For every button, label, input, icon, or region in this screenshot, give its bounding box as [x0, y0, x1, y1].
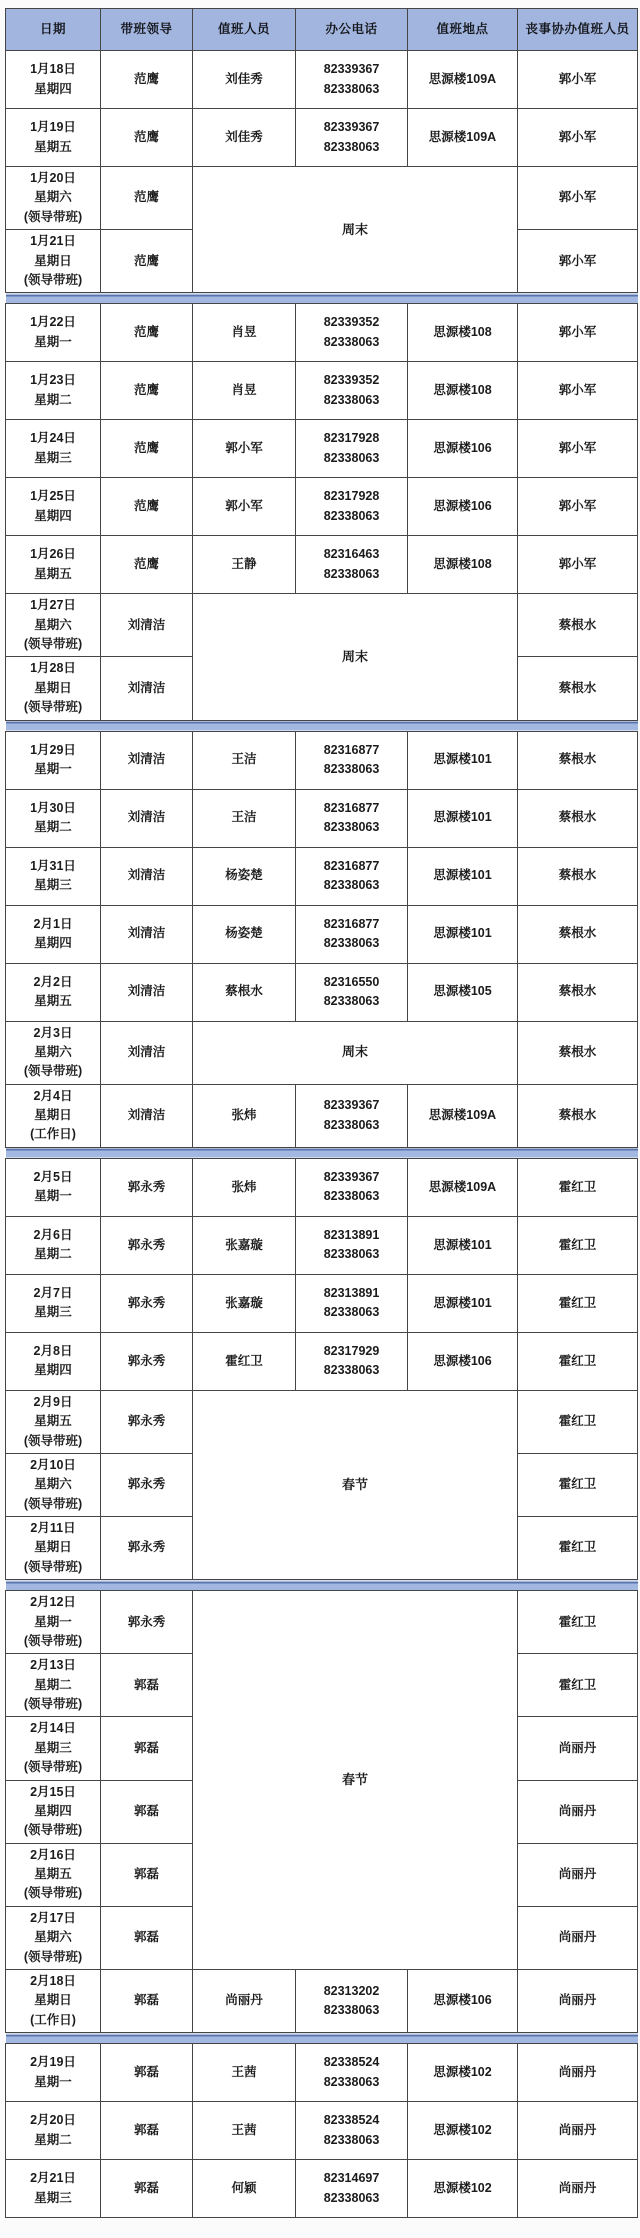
- leader-cell: 刘清洁: [101, 905, 193, 963]
- leader-cell: 郭永秀: [101, 1453, 193, 1516]
- table-row: [6, 847, 638, 905]
- date-cell: 2月6日 星期二: [6, 1216, 101, 1274]
- funeral-duty-cell: 尚丽丹: [518, 1843, 638, 1906]
- duty-location-cell: 思源楼101: [408, 1274, 518, 1332]
- funeral-duty-cell: 霍红卫: [518, 1654, 638, 1717]
- office-phone-cell: 82313891 82338063: [296, 1216, 408, 1274]
- duty-person-cell: 杨姿楚: [193, 847, 296, 905]
- holiday-cell: 周末: [193, 594, 518, 720]
- funeral-duty-cell: 蔡根水: [518, 731, 638, 789]
- leader-cell: 郭磊: [101, 1906, 193, 1969]
- date-cell: 2月3日 星期六 (领导带班): [6, 1021, 101, 1084]
- week-separator-row: [6, 720, 638, 731]
- date-cell: 2月7日 星期三: [6, 1274, 101, 1332]
- leader-cell: 范鹰: [101, 109, 193, 167]
- table-row: [6, 536, 638, 594]
- office-phone-cell: 82339367 82338063: [296, 51, 408, 109]
- table-row: [6, 594, 638, 657]
- date-cell: 1月29日 星期一: [6, 731, 101, 789]
- office-phone-cell: 82338524 82338063: [296, 2102, 408, 2160]
- office-phone-cell: 82314697 82338063: [296, 2160, 408, 2218]
- duty-person-cell: 王静: [193, 536, 296, 594]
- table-row: [6, 731, 638, 789]
- office-phone-cell: 82316550 82338063: [296, 963, 408, 1021]
- week-separator-band: [6, 2033, 638, 2044]
- leader-cell: 刘清洁: [101, 963, 193, 1021]
- duty-location-cell: 思源楼106: [408, 1332, 518, 1390]
- office-phone-cell: 82339352 82338063: [296, 304, 408, 362]
- table-row: [6, 420, 638, 478]
- table-header: [6, 9, 638, 51]
- leader-cell: 范鹰: [101, 478, 193, 536]
- duty-person-cell: 张炜: [193, 1084, 296, 1147]
- duty-location-cell: 思源楼108: [408, 536, 518, 594]
- duty-person-cell: 王茜: [193, 2044, 296, 2102]
- date-cell: 2月21日 星期三: [6, 2160, 101, 2218]
- holiday-cell: 春节: [193, 1390, 518, 1579]
- date-cell: 1月27日 星期六 (领导带班): [6, 594, 101, 657]
- funeral-duty-cell: 郭小军: [518, 536, 638, 594]
- leader-cell: 郭磊: [101, 2160, 193, 2218]
- leader-cell: 刘清洁: [101, 594, 193, 657]
- week-separator-row: [6, 2033, 638, 2044]
- funeral-duty-cell: 尚丽丹: [518, 2160, 638, 2218]
- duty-location-cell: 思源楼109A: [408, 109, 518, 167]
- leader-cell: 郭永秀: [101, 1158, 193, 1216]
- date-cell: 2月14日 星期三 (领导带班): [6, 1717, 101, 1780]
- office-phone-cell: 82316877 82338063: [296, 847, 408, 905]
- office-phone-cell: 82339367 82338063: [296, 1084, 408, 1147]
- leader-cell: 郭磊: [101, 2102, 193, 2160]
- table-row: [6, 2102, 638, 2160]
- table-row: [6, 1274, 638, 1332]
- funeral-duty-cell: 蔡根水: [518, 789, 638, 847]
- header-date: 日期: [6, 9, 101, 51]
- leader-cell: 郭磊: [101, 1969, 193, 2032]
- leader-cell: 郭磊: [101, 1717, 193, 1780]
- leader-cell: 范鹰: [101, 230, 193, 293]
- funeral-duty-cell: 尚丽丹: [518, 1969, 638, 2032]
- table-row: [6, 1591, 638, 1654]
- funeral-duty-cell: 霍红卫: [518, 1453, 638, 1516]
- leader-cell: 刘清洁: [101, 789, 193, 847]
- duty-person-cell: 霍红卫: [193, 1332, 296, 1390]
- date-cell: 1月24日 星期三: [6, 420, 101, 478]
- duty-schedule-table: [5, 8, 638, 2218]
- funeral-duty-cell: 尚丽丹: [518, 1717, 638, 1780]
- table-row: [6, 905, 638, 963]
- office-phone-cell: 82317929 82338063: [296, 1332, 408, 1390]
- leader-cell: 郭磊: [101, 1654, 193, 1717]
- date-cell: 1月25日 星期四: [6, 478, 101, 536]
- date-cell: 1月20日 星期六 (领导带班): [6, 167, 101, 230]
- funeral-duty-cell: 霍红卫: [518, 1158, 638, 1216]
- leader-cell: 郭永秀: [101, 1591, 193, 1654]
- table-row: [6, 1216, 638, 1274]
- funeral-duty-cell: 霍红卫: [518, 1216, 638, 1274]
- duty-location-cell: 思源楼101: [408, 789, 518, 847]
- leader-cell: 郭磊: [101, 1780, 193, 1843]
- date-cell: 2月12日 星期一 (领导带班): [6, 1591, 101, 1654]
- funeral-duty-cell: 蔡根水: [518, 1084, 638, 1147]
- duty-location-cell: 思源楼101: [408, 847, 518, 905]
- duty-person-cell: 蔡根水: [193, 963, 296, 1021]
- table-row: [6, 1390, 638, 1453]
- duty-location-cell: 思源楼108: [408, 362, 518, 420]
- week-separator-band: [6, 1147, 638, 1158]
- funeral-duty-cell: 郭小军: [518, 362, 638, 420]
- duty-person-cell: 王洁: [193, 789, 296, 847]
- date-cell: 2月8日 星期四: [6, 1332, 101, 1390]
- duty-location-cell: 思源楼101: [408, 1216, 518, 1274]
- funeral-duty-cell: 蔡根水: [518, 1021, 638, 1084]
- leader-cell: 范鹰: [101, 51, 193, 109]
- table-row: [6, 2044, 638, 2102]
- duty-person-cell: 尚丽丹: [193, 1969, 296, 2032]
- week-separator-band: [6, 293, 638, 304]
- duty-location-cell: 思源楼108: [408, 304, 518, 362]
- duty-location-cell: 思源楼109A: [408, 51, 518, 109]
- leader-cell: 郭磊: [101, 1843, 193, 1906]
- date-cell: 2月4日 星期日 (工作日): [6, 1084, 101, 1147]
- funeral-duty-cell: 蔡根水: [518, 905, 638, 963]
- duty-location-cell: 思源楼109A: [408, 1084, 518, 1147]
- date-cell: 1月21日 星期日 (领导带班): [6, 230, 101, 293]
- duty-location-cell: 思源楼106: [408, 478, 518, 536]
- date-cell: 2月16日 星期五 (领导带班): [6, 1843, 101, 1906]
- office-phone-cell: 82313891 82338063: [296, 1274, 408, 1332]
- office-phone-cell: 82339367 82338063: [296, 109, 408, 167]
- leader-cell: 刘清洁: [101, 1084, 193, 1147]
- leader-cell: 郭永秀: [101, 1216, 193, 1274]
- table-row: [6, 789, 638, 847]
- leader-cell: 范鹰: [101, 362, 193, 420]
- table-row: [6, 1021, 638, 1084]
- office-phone-cell: 82316877 82338063: [296, 731, 408, 789]
- date-cell: 2月20日 星期二: [6, 2102, 101, 2160]
- duty-location-cell: 思源楼101: [408, 731, 518, 789]
- holiday-cell: 春节: [193, 1591, 518, 1970]
- leader-cell: 刘清洁: [101, 731, 193, 789]
- leader-cell: 刘清洁: [101, 1021, 193, 1084]
- duty-location-cell: 思源楼105: [408, 963, 518, 1021]
- table-row: [6, 963, 638, 1021]
- duty-person-cell: 刘佳秀: [193, 51, 296, 109]
- office-phone-cell: 82317928 82338063: [296, 478, 408, 536]
- duty-person-cell: 郭小军: [193, 420, 296, 478]
- duty-person-cell: 郭小军: [193, 478, 296, 536]
- schedule-body: [6, 51, 638, 2218]
- date-cell: 1月30日 星期二: [6, 789, 101, 847]
- table-row: [6, 2160, 638, 2218]
- duty-location-cell: 思源楼102: [408, 2102, 518, 2160]
- office-phone-cell: 82339367 82338063: [296, 1158, 408, 1216]
- funeral-duty-cell: 尚丽丹: [518, 1906, 638, 1969]
- office-phone-cell: 82339352 82338063: [296, 362, 408, 420]
- week-separator-row: [6, 1580, 638, 1591]
- date-cell: 1月19日 星期五: [6, 109, 101, 167]
- date-cell: 2月18日 星期日 (工作日): [6, 1969, 101, 2032]
- leader-cell: 郭永秀: [101, 1332, 193, 1390]
- week-separator-row: [6, 1147, 638, 1158]
- duty-location-cell: 思源楼106: [408, 420, 518, 478]
- date-cell: 1月31日 星期三: [6, 847, 101, 905]
- date-cell: 2月11日 星期日 (领导带班): [6, 1517, 101, 1580]
- table-row: [6, 304, 638, 362]
- funeral-duty-cell: 郭小军: [518, 304, 638, 362]
- leader-cell: 范鹰: [101, 167, 193, 230]
- leader-cell: 郭永秀: [101, 1517, 193, 1580]
- duty-person-cell: 张嘉璇: [193, 1274, 296, 1332]
- table-row: [6, 362, 638, 420]
- funeral-duty-cell: 蔡根水: [518, 657, 638, 720]
- funeral-duty-cell: 蔡根水: [518, 963, 638, 1021]
- leader-cell: 郭永秀: [101, 1274, 193, 1332]
- date-cell: 2月9日 星期五 (领导带班): [6, 1390, 101, 1453]
- funeral-duty-cell: 霍红卫: [518, 1517, 638, 1580]
- date-cell: 2月15日 星期四 (领导带班): [6, 1780, 101, 1843]
- office-phone-cell: 82313202 82338063: [296, 1969, 408, 2032]
- duty-person-cell: 王洁: [193, 731, 296, 789]
- table-row: [6, 1332, 638, 1390]
- duty-person-cell: 张嘉璇: [193, 1216, 296, 1274]
- office-phone-cell: 82316877 82338063: [296, 789, 408, 847]
- date-cell: 2月13日 星期二 (领导带班): [6, 1654, 101, 1717]
- leader-cell: 范鹰: [101, 420, 193, 478]
- funeral-duty-cell: 霍红卫: [518, 1332, 638, 1390]
- week-separator-band: [6, 720, 638, 731]
- date-cell: 1月18日 星期四: [6, 51, 101, 109]
- date-cell: 1月26日 星期五: [6, 536, 101, 594]
- header-row: [6, 9, 638, 51]
- funeral-duty-cell: 郭小军: [518, 51, 638, 109]
- duty-location-cell: 思源楼101: [408, 905, 518, 963]
- week-separator-row: [6, 293, 638, 304]
- duty-person-cell: 张炜: [193, 1158, 296, 1216]
- duty-location-cell: 思源楼102: [408, 2160, 518, 2218]
- leader-cell: 范鹰: [101, 536, 193, 594]
- funeral-duty-cell: 霍红卫: [518, 1274, 638, 1332]
- office-phone-cell: 82316877 82338063: [296, 905, 408, 963]
- date-cell: 2月17日 星期六 (领导带班): [6, 1906, 101, 1969]
- holiday-cell: 周末: [193, 167, 518, 293]
- funeral-duty-cell: 郭小军: [518, 167, 638, 230]
- duty-location-cell: 思源楼106: [408, 1969, 518, 2032]
- table-row: [6, 1084, 638, 1147]
- office-phone-cell: 82316463 82338063: [296, 536, 408, 594]
- office-phone-cell: 82338524 82338063: [296, 2044, 408, 2102]
- holiday-cell: 周末: [193, 1021, 518, 1084]
- funeral-duty-cell: 蔡根水: [518, 847, 638, 905]
- header-duty-location: 值班地点: [408, 9, 518, 51]
- date-cell: 2月5日 星期一: [6, 1158, 101, 1216]
- duty-location-cell: 思源楼109A: [408, 1158, 518, 1216]
- table-row: [6, 478, 638, 536]
- funeral-duty-cell: 郭小军: [518, 109, 638, 167]
- duty-person-cell: 肖昱: [193, 362, 296, 420]
- table-row: [6, 1158, 638, 1216]
- header-funeral-duty: 丧事协办值班人员: [518, 9, 638, 51]
- date-cell: 2月1日 星期四: [6, 905, 101, 963]
- duty-person-cell: 杨姿楚: [193, 905, 296, 963]
- funeral-duty-cell: 郭小军: [518, 230, 638, 293]
- date-cell: 1月28日 星期日 (领导带班): [6, 657, 101, 720]
- leader-cell: 范鹰: [101, 304, 193, 362]
- duty-person-cell: 王茜: [193, 2102, 296, 2160]
- table-row: [6, 167, 638, 230]
- duty-person-cell: 刘佳秀: [193, 109, 296, 167]
- funeral-duty-cell: 尚丽丹: [518, 1780, 638, 1843]
- header-office-phone: 办公电话: [296, 9, 408, 51]
- funeral-duty-cell: 尚丽丹: [518, 2044, 638, 2102]
- funeral-duty-cell: 蔡根水: [518, 594, 638, 657]
- table-row: [6, 109, 638, 167]
- date-cell: 2月2日 星期五: [6, 963, 101, 1021]
- week-separator-band: [6, 1580, 638, 1591]
- funeral-duty-cell: 郭小军: [518, 478, 638, 536]
- leader-cell: 郭永秀: [101, 1390, 193, 1453]
- date-cell: 2月10日 星期六 (领导带班): [6, 1453, 101, 1516]
- funeral-duty-cell: 霍红卫: [518, 1390, 638, 1453]
- duty-person-cell: 肖昱: [193, 304, 296, 362]
- header-duty-person: 值班人员: [193, 9, 296, 51]
- duty-person-cell: 何颖: [193, 2160, 296, 2218]
- date-cell: 1月22日 星期一: [6, 304, 101, 362]
- header-leader: 带班领导: [101, 9, 193, 51]
- funeral-duty-cell: 郭小军: [518, 420, 638, 478]
- table-row: [6, 51, 638, 109]
- leader-cell: 郭磊: [101, 2044, 193, 2102]
- duty-location-cell: 思源楼102: [408, 2044, 518, 2102]
- funeral-duty-cell: 霍红卫: [518, 1591, 638, 1654]
- table-row: [6, 1969, 638, 2032]
- date-cell: 2月19日 星期一: [6, 2044, 101, 2102]
- leader-cell: 刘清洁: [101, 847, 193, 905]
- office-phone-cell: 82317928 82338063: [296, 420, 408, 478]
- date-cell: 1月23日 星期二: [6, 362, 101, 420]
- leader-cell: 刘清洁: [101, 657, 193, 720]
- funeral-duty-cell: 尚丽丹: [518, 2102, 638, 2160]
